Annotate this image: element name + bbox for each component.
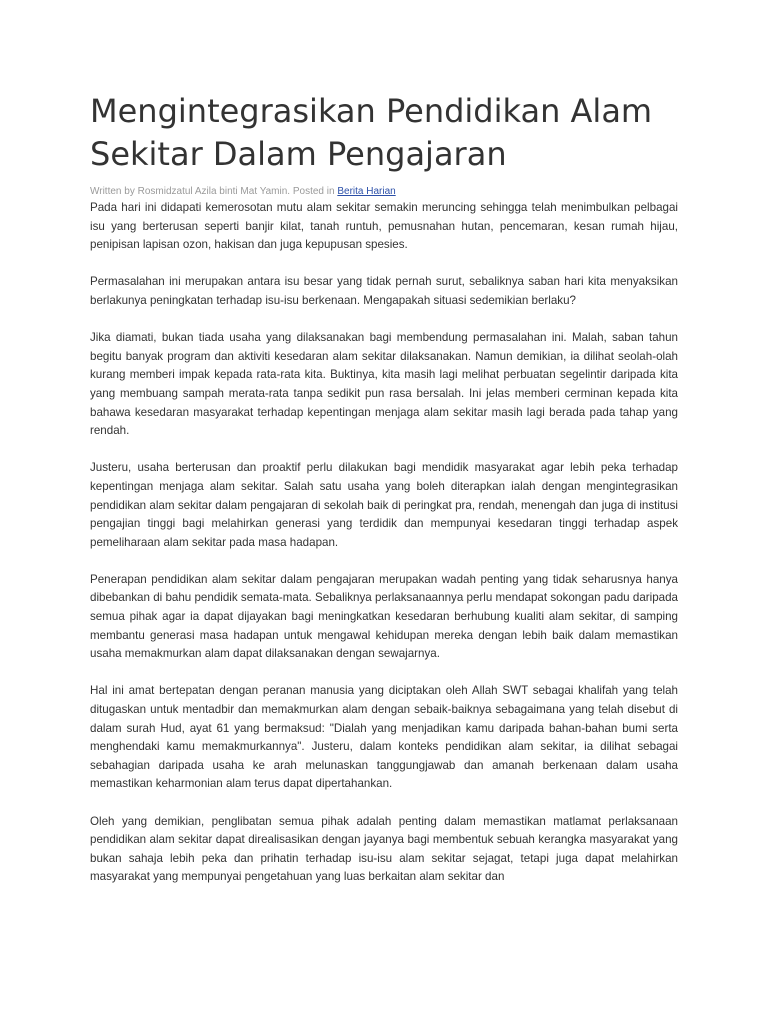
paragraph-4: Justeru, usaha berterusan dan proaktif perlu dilakukan bagi mendidik masyarakat agar lebih peka terhadap kepentingan menjaga alam sekitar. Salah satu usaha yang boleh diterapkan ialah dengan mengintegrasikan pendidikan alam sekitar dalam pengajaran di sekolah baik di peringkat pra, rendah, menengah dan juga di institusi pengajian tinggi bagi melahirkan generasi yang terdidik dan mempunyai kesedaran tinggi terhadap aspek pemeliharaan alam sekitar pada masa hadapan. (90, 461, 678, 549)
byline-text: Written by Rosmidzatul Azila binti Mat Yamin. Posted in (90, 186, 338, 197)
article-body (90, 199, 678, 887)
paragraph-2: Permasalahan ini merupakan antara isu besar yang tidak pernah surut, sebaliknya saban hari kita menyaksikan berlakunya peningkatan terhadap isu-isu berkenaan. Mengapakah situasi sedemikian berlaku? (90, 275, 678, 307)
paragraph-1: Pada hari ini didapati kemerosotan mutu alam sekitar semakin meruncing sehingga telah menimbulkan pelbagai isu yang berterusan seperti banjir kilat, tanah runtuh, pemusnahan hutan, pencemaran, kesan rumah hijau, penipisan lapisan ozon, hakisan dan juga kepupusan spesies. (90, 201, 678, 252)
paragraph-5: Penerapan pendidikan alam sekitar dalam pengajaran merupakan wadah penting yang tidak seharusnya hanya dibebankan di bahu pendidik semata-mata. Sebaliknya perlaksanaannya perlu mendapat sokongan padu daripada semua pihak agar ia dapat dijayakan bagi meningkatkan kesedaran berhubung kualiti alam sekitar, di samping membantu generasi masa hadapan untuk mengawal kehidupan mereka dengan lebih baik dalam memastikan usaha memakmurkan alam dapat dilaksanakan dengan sewajarnya. (90, 572, 678, 661)
article (90, 90, 678, 906)
category-link[interactable]: Berita Harian (337, 186, 396, 197)
byline (90, 185, 678, 199)
paragraph-3: Jika diamati, bukan tiada usaha yang dilaksanakan bagi membendung permasalahan ini. Malah, saban tahun begitu banyak program dan aktiviti kesedaran alam sekitar dilaksanakan. Namun demikian, ia dilihat seolah-olah kurang memberi impak kepada rata-rata kita. Buktinya, kita masih lagi melihat perbuatan segelintir daripada kita yang membuang sampah merata-rata tanpa sedikit pun rasa bersalah. Ini jelas memberi cerminan kepada kita bahawa kesedaran masyarakat terhadap kepentingan menjaga alam sekitar masih lagi berada pada tahap yang rendah. (90, 331, 678, 438)
article-title: Mengintegrasikan Pendidikan Alam Sekitar Dalam Pengajaran (90, 92, 653, 173)
paragraph-7: Oleh yang demikian, penglibatan semua pihak adalah penting dalam memastikan matlamat perlaksanaan pendidikan alam sekitar dapat direalisasikan dengan jayanya bagi membentuk sebuah kerangka masyarakat yang bukan sahaja lebih peka dan prihatin terhadap isu-isu alam sekitar sejagat, tetapi juga dapat melahirkan masyarakat yang mempunyai pengetahuan yang luas berkaitan alam sekitar dan (90, 814, 678, 884)
paragraph-6: Hal ini amat bertepatan dengan peranan manusia yang diciptakan oleh Allah SWT sebagai khalifah yang telah ditugaskan untuk mentadbir dan memakmurkan alam dengan sebaik-baiknya sebagaimana yang telah disebut di dalam surah Hud, ayat 61 yang bermaksud: "Dialah yang menjadikan kamu daripada bahan-bahan bumi serta menghendaki kamu memakmurkannya". Justeru, dalam konteks pendidikan alam sekitar, ia dilihat sebagai sebahagian daripada usaha ke arah melunaskan tanggungjawab dan amanah berkenaan dalam usaha memastikan keharmonian alam terus dapat dipertahankan. (90, 684, 678, 791)
